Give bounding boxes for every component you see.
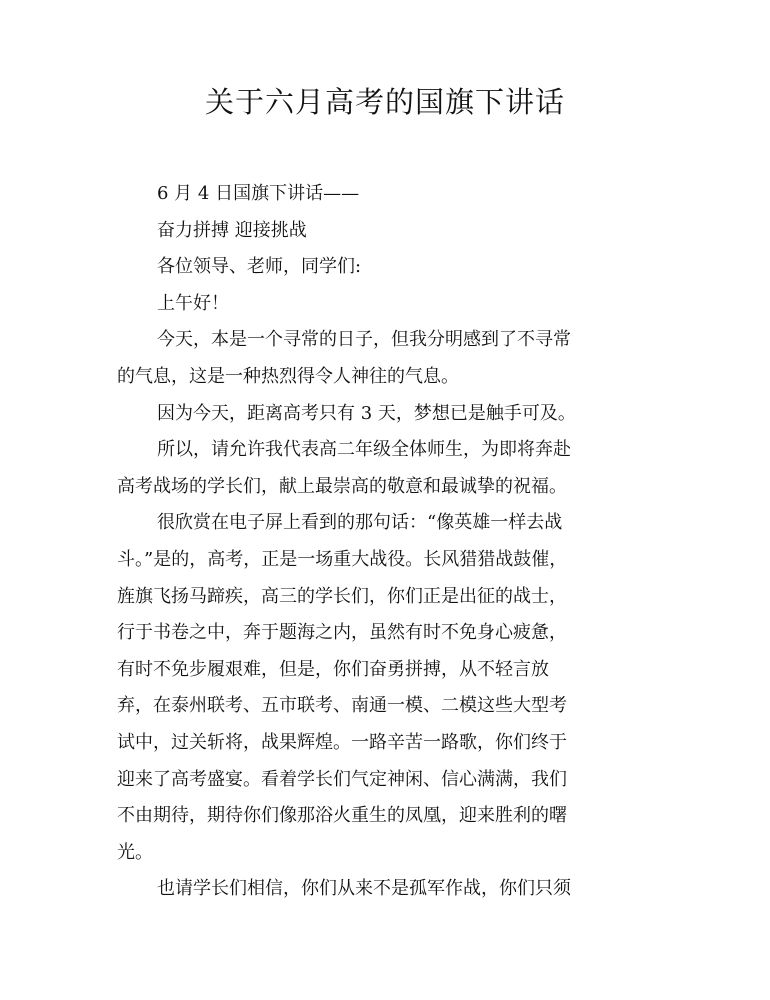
body-text-line: 高考战场的学长们，献上最崇高的敬意和最诚挚的祝福。 xyxy=(117,475,567,497)
body-text-line: 行于书卷之中，奔于题海之内，虽然有时不免身心疲惫， xyxy=(117,622,567,644)
body-text-line: 迎来了高考盛宴。看着学长们气定神闲、信心满满，我们 xyxy=(117,768,567,790)
body-text-line: 今天，本是一个寻常的日子，但我分明感到了不寻常 xyxy=(157,329,571,351)
body-text-line: 不由期待，期待你们像那浴火重生的凤凰，迎来胜利的曙 xyxy=(117,805,567,827)
body-text-line: 试中，过关斩将，战果辉煌。一路辛苦一路歌，你们终于 xyxy=(117,731,567,753)
body-text-line: 6 月 4 日国旗下讲话—— xyxy=(157,183,360,204)
body-text-line: 也请学长们相信，你们从来不是孤军作战，你们只须 xyxy=(157,878,571,900)
body-text-line: 奋力拼搏 迎接挑战 xyxy=(157,219,307,241)
body-text-line: 有时不免步履艰难，但是，你们奋勇拼搏，从不轻言放 xyxy=(117,658,549,680)
body-text-line: 光。 xyxy=(117,841,153,863)
body-text-line: 因为今天，距离高考只有 3 天，梦想已是触手可及。 xyxy=(157,402,576,424)
body-text-line: 的气息，这是一种热烈得令人神往的气息。 xyxy=(117,365,459,387)
body-text-line: 很欣赏在电子屏上看到的那句话：“像英雄一样去战 xyxy=(157,512,563,534)
document-body xyxy=(117,176,637,908)
body-text-line: 斗。”是的，高考，正是一场重大战役。长风猎猎战鼓催， xyxy=(117,548,568,570)
document-title: 关于六月高考的国旗下讲话 xyxy=(204,85,565,119)
body-text-line: 弃，在泰州联考、五市联考、南通一模、二模这些大型考 xyxy=(117,695,567,717)
body-text-line: 上午好！ xyxy=(157,292,229,314)
body-text-line: 各位领导、老师，同学们: xyxy=(157,256,362,278)
body-text-line: 旌旗飞扬马蹄疾，高三的学长们，你们正是出征的战士， xyxy=(117,585,567,607)
body-text-line: 所以，请允许我代表高二年级全体师生，为即将奔赴 xyxy=(157,439,571,461)
